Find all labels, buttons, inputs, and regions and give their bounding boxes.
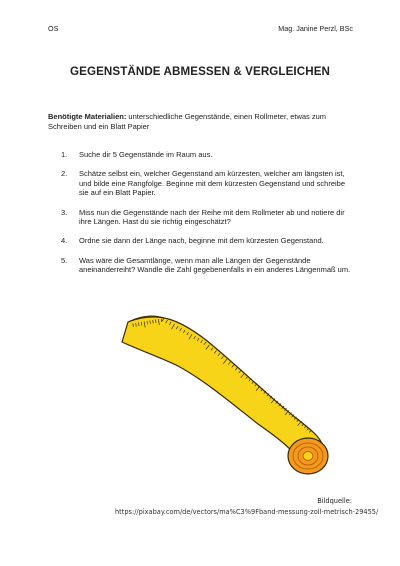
task-number: 5. <box>61 255 68 265</box>
image-source-url[interactable]: https://pixabay.com/de/vectors/ma%C3%9Fband-messung-zoll-metrisch-29455/ <box>115 508 379 516</box>
task-text: Ordne sie dann der Länge nach, beginne mit dem kürzesten Gegenstand. <box>79 236 324 246</box>
page-title: GEGENSTÄNDE ABMESSEN & VERGLEICHEN <box>70 65 330 78</box>
materials-paragraph <box>48 112 358 131</box>
task-text: Miss nun die Gegenstände nach der Reihe mit dem Rollmeter ab und notiere dir ihre Längen. Hast du sie richtig eingeschätzt? <box>79 207 345 227</box>
task-number: 3. <box>61 207 68 217</box>
header-school: OS <box>48 24 59 33</box>
header-author: Mag. Janine Perzl, BSc <box>278 24 353 33</box>
task-text: Suche dir 5 Gegenstände im Raum aus. <box>79 150 213 159</box>
task-item <box>56 236 356 246</box>
materials-text: unterschiedliche Gegenstände, einen Rollmeter, etwas zum Schreiben und ein Blatt Papier <box>48 112 327 131</box>
task-text: Schätze selbst ein, welcher Gegenstand am kürzesten, welcher am längsten ist, und bilde eine Rangfolge. Beginne mit dem kürzesten Gegenstand und schreibe sie auf ein Blatt Papier. <box>79 169 346 198</box>
materials-label: Benötigte Materialien: <box>48 112 127 121</box>
task-number: 2. <box>61 169 68 179</box>
task-number: 4. <box>61 236 68 246</box>
task-number: 1. <box>61 150 68 159</box>
task-item <box>56 150 356 160</box>
task-list <box>56 150 356 284</box>
task-item <box>56 169 356 198</box>
task-text: Was wäre die Gesamtlänge, wenn man alle Längen der Gegenstände aneinanderreiht? Wandle die Zahl gegebenenfalls in ein anderes Längenmaß um. <box>79 255 351 275</box>
task-item <box>56 208 356 227</box>
task-item <box>56 256 356 275</box>
image-source-label: Bildquelle: <box>317 497 352 505</box>
measuring-tape-icon <box>118 300 340 480</box>
